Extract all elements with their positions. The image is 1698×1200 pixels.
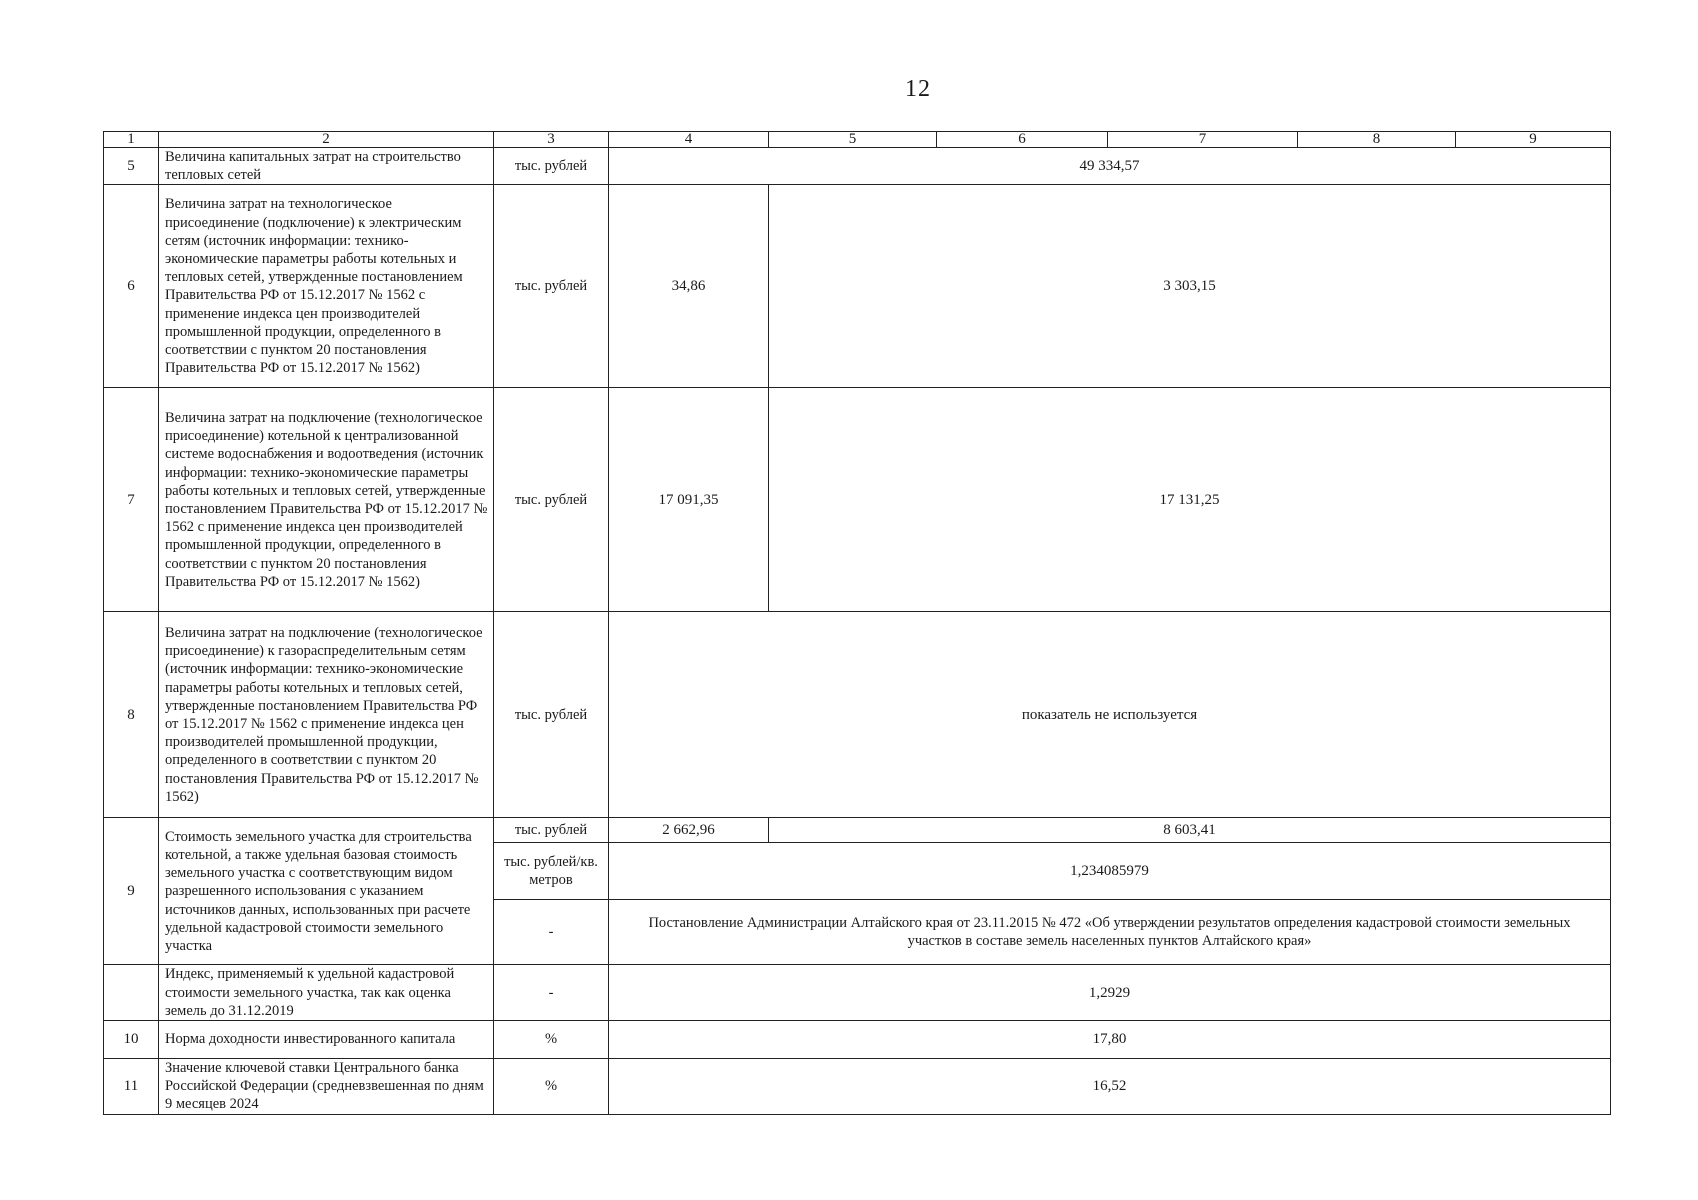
table-row <box>104 612 1611 818</box>
row-value: 49 334,57 <box>609 148 1611 185</box>
table-row <box>104 1021 1611 1059</box>
table-row <box>104 818 1611 843</box>
row-description: Норма доходности инвестированного капитала <box>159 1021 494 1059</box>
row-description: Величина капитальных затрат на строительство тепловых сетей <box>159 148 494 185</box>
row-description: Стоимость земельного участка для строительства котельной, а также удельная базовая стоимость земельного участка с соответствующим видом разрешенного использования с указанием источников данных, использованных при расчете удельной кадастровой стоимости земельного участка <box>159 818 494 965</box>
row-unit: - <box>494 965 609 1021</box>
row-value: 3 303,15 <box>769 185 1611 388</box>
row-number: 10 <box>104 1021 159 1059</box>
table-row <box>104 1059 1611 1115</box>
row-description: Индекс, применяемый к удельной кадастровой стоимости земельного участка, так как оценка земель до 31.12.2019 <box>159 965 494 1021</box>
column-header: 5 <box>769 132 937 148</box>
row-unit: % <box>494 1021 609 1059</box>
row-value-col4: 34,86 <box>609 185 769 388</box>
row-value: 17 131,25 <box>769 388 1611 612</box>
row-unit: тыс. рублей <box>494 148 609 185</box>
column-header: 6 <box>937 132 1108 148</box>
indicators-table <box>103 131 1611 1115</box>
row-value: 17,80 <box>609 1021 1611 1059</box>
table-row <box>104 965 1611 1021</box>
row-number: 7 <box>104 388 159 612</box>
row-description: Величина затрат на технологическое присоединение (подключение) к электрическим сетям (источник информации: технико-экономические параметры работы котельных и тепловых сетей, утвержденные постановлением Правительства РФ от 15.12.2017 № 1562 с применение индекса цен производителей промышленной продукции, определенного в соответствии с пунктом 20 постановления Правительства РФ от 15.12.2017 № 1562) <box>159 185 494 388</box>
row-number: 5 <box>104 148 159 185</box>
column-header: 2 <box>159 132 494 148</box>
row-unit: тыс. рублей <box>494 388 609 612</box>
table-row <box>104 388 1611 612</box>
row-number: 9 <box>104 818 159 965</box>
row-value-col4: 2 662,96 <box>609 818 769 843</box>
row-description: Величина затрат на подключение (технологическое присоединение) котельной к централизованной системе водоснабжения и водоотведения (источник информации: технико-экономические параметры работы котельных и тепловых сетей, утвержденные постановлением Правительства РФ от 15.12.2017 № 1562 с применение индекса цен производителей промышленной продукции, определенного в соответствии с пунктом 20 постановления Правительства РФ от 15.12.2017 № 1562) <box>159 388 494 612</box>
row-number-empty <box>104 965 159 1021</box>
row-number: 8 <box>104 612 159 818</box>
row-value-col4: 17 091,35 <box>609 388 769 612</box>
page-number: 12 <box>905 76 931 102</box>
row-value: 1,2929 <box>609 965 1611 1021</box>
column-header: 3 <box>494 132 609 148</box>
row-number: 6 <box>104 185 159 388</box>
column-header: 1 <box>104 132 159 148</box>
row-unit: тыс. рублей <box>494 612 609 818</box>
column-header: 8 <box>1298 132 1456 148</box>
row-description: Значение ключевой ставки Центрального банка Российской Федерации (средневзвешенная по дням 9 месяцев 2024 <box>159 1059 494 1115</box>
column-number-row <box>104 132 1611 148</box>
row-unit: - <box>494 900 609 965</box>
row-value: 1,234085979 <box>609 843 1611 900</box>
column-header: 4 <box>609 132 769 148</box>
row-unit: тыс. рублей <box>494 185 609 388</box>
column-header: 7 <box>1108 132 1298 148</box>
table-row <box>104 148 1611 185</box>
row-value: 8 603,41 <box>769 818 1611 843</box>
row-value: 16,52 <box>609 1059 1611 1115</box>
row-unit: тыс. рублей/кв. метров <box>494 843 609 900</box>
row-unit: тыс. рублей <box>494 818 609 843</box>
row-value: показатель не используется <box>609 612 1611 818</box>
column-header: 9 <box>1456 132 1611 148</box>
row-unit: % <box>494 1059 609 1115</box>
row-source-note: Постановление Администрации Алтайского края от 23.11.2015 № 472 «Об утверждении результатов определения кадастровой стоимости земельных участков в составе земель населенных пунктов Алтайского края» <box>609 900 1611 965</box>
row-description: Величина затрат на подключение (технологическое присоединение) к газораспределительным сетям (источник информации: технико-экономические параметры работы котельных и тепловых сетей, утвержденные постановлением Правительства РФ от 15.12.2017 № 1562 с применение индекса цен производителей промышленной продукции, определенного в соответствии с пунктом 20 постановления Правительства РФ от 15.12.2017 № 1562) <box>159 612 494 818</box>
row-number: 11 <box>104 1059 159 1115</box>
table-row <box>104 185 1611 388</box>
